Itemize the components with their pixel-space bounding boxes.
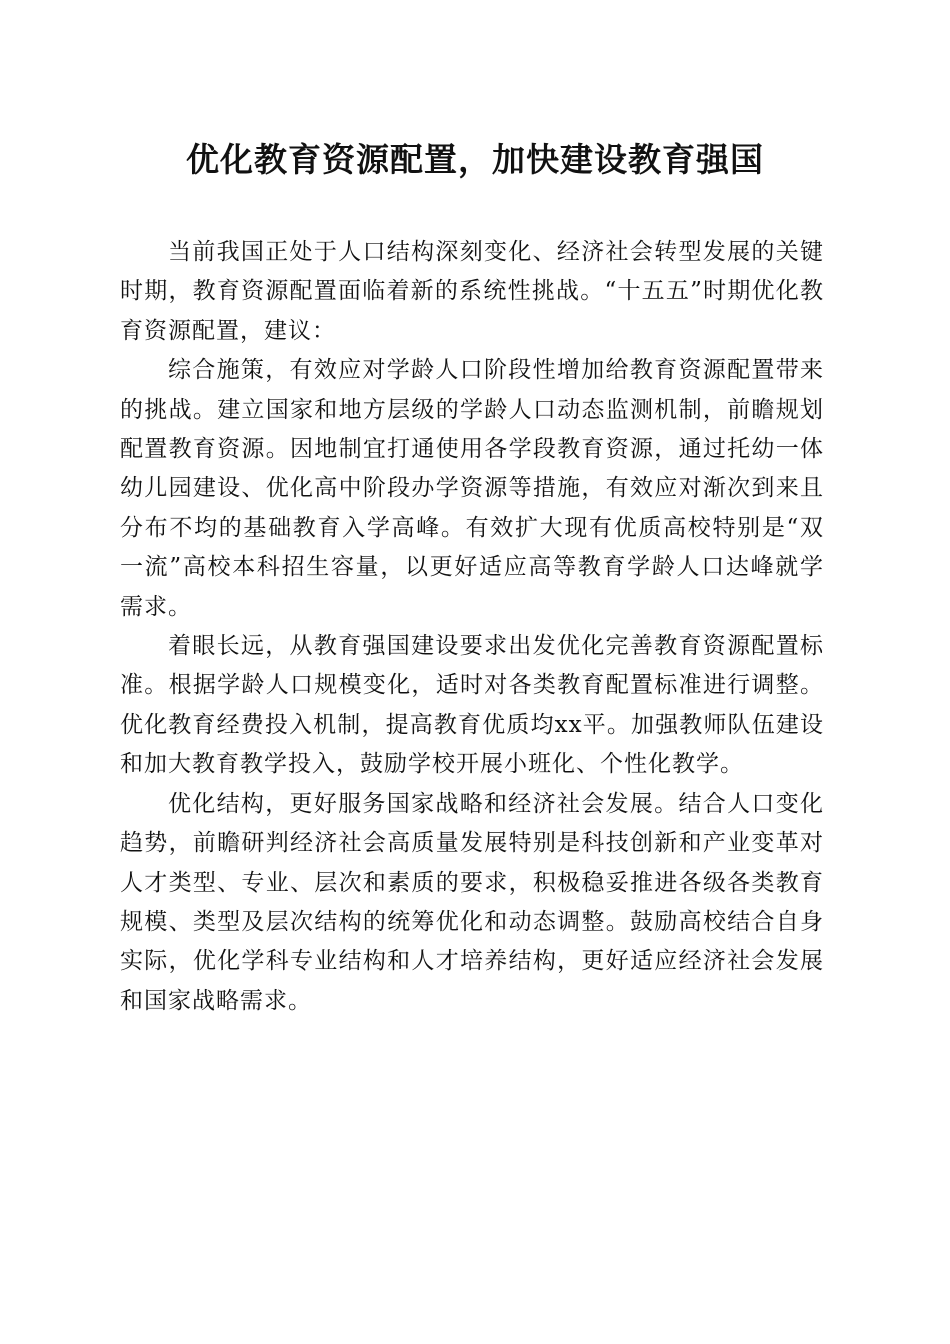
- paragraph-intro: 当前我国正处于人口结构深刻变化、经济社会转型发展的关键时期，教育资源配置面临着新的系统性挑战。“十五五”时期优化教育资源配置，建议：: [120, 239, 824, 344]
- paragraph-optimize-structure: 优化结构，更好服务国家战略和经济社会发展。结合人口变化趋势，前瞻研判经济社会高质量发展特别是科技创新和产业变革对人才类型、专业、层次和素质的要求，积极稳妥推进各级各类教育规模、类型及层次结构的统筹优化和动态调整。鼓励高校结合自身实际，优化学科专业结构和人才培养结构，更好适应经济社会发展和国家战略需求。: [120, 790, 824, 1014]
- document-body: [120, 233, 824, 1021]
- paragraph-long-term-standards: 着眼长远，从教育强国建设要求出发优化完善教育资源配置标准。根据学龄人口规模变化，适时对各类教育配置标准进行调整。优化教育经费投入机制，提高教育优质均xx平。加强教师队伍建设和加大教育教学投入，鼓励学校开展小班化、个性化教学。: [120, 633, 824, 778]
- paragraph-comprehensive-measures: 综合施策，有效应对学龄人口阶段性增加给教育资源配置带来的挑战。建立国家和地方层级的学龄人口动态监测机制，前瞻规划配置教育资源。因地制宜打通使用各学段教育资源，通过托幼一体幼儿园建设、优化高中阶段办学资源等措施，有效应对渐次到来且分布不均的基础教育入学高峰。有效扩大现有优质高校特别是“双一流”高校本科招生容量，以更好适应高等教育学龄人口达峰就学需求。: [120, 357, 824, 620]
- document-title: 优化教育资源配置，加快建设教育强国: [186, 140, 764, 179]
